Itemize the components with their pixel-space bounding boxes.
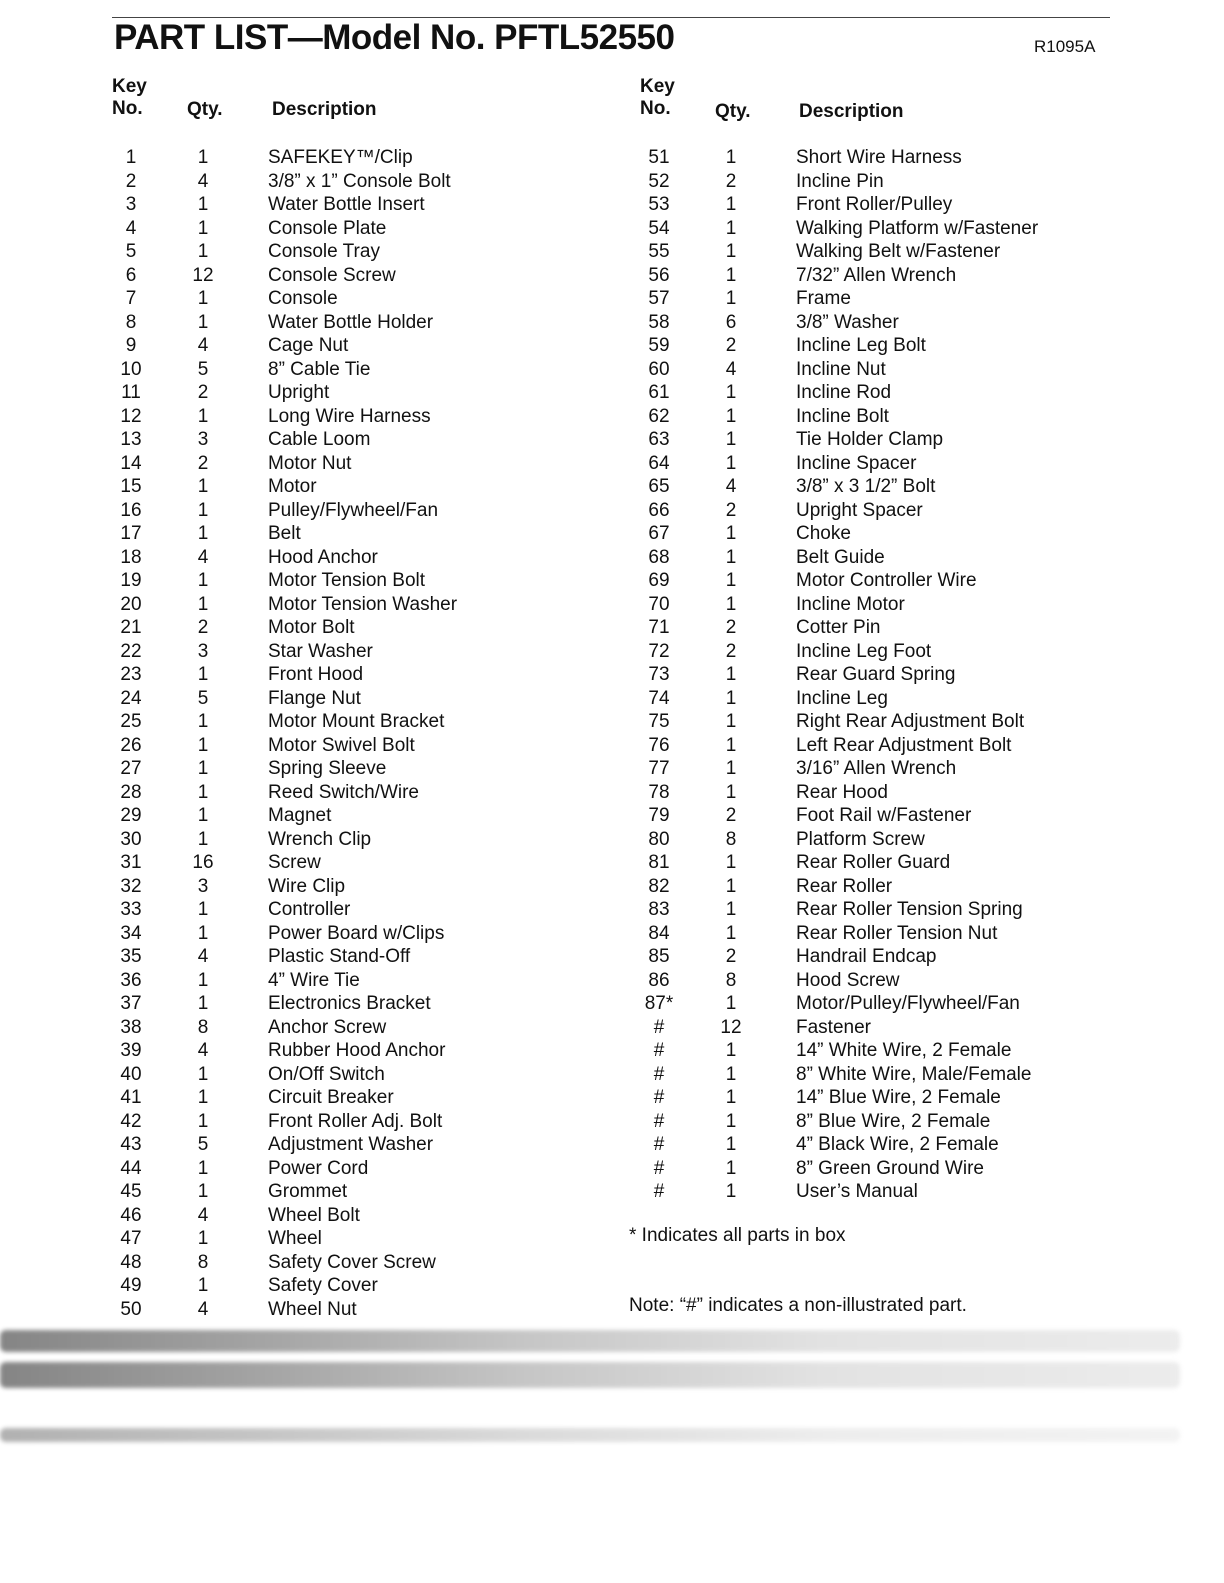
part-key-no: 3	[125, 194, 137, 215]
part-qty: 16	[192, 852, 214, 873]
part-description: Rear Hood	[796, 781, 888, 803]
part-key-no: 55	[648, 241, 670, 262]
part-qty: 1	[197, 1110, 209, 1132]
part-key-no: 16	[120, 499, 142, 521]
part-key-no: 71	[648, 617, 670, 638]
part-qty: 1	[725, 217, 737, 239]
part-description: 8” White Wire, Male/Female	[796, 1063, 1032, 1085]
key-no-header: Key No.	[112, 76, 147, 119]
part-qty: 1	[725, 899, 737, 920]
part-qty: 2	[725, 805, 737, 826]
part-key-no: 37	[120, 993, 142, 1014]
part-key-no: 78	[648, 781, 670, 803]
part-qty: 1	[197, 734, 209, 756]
part-description: 3/8” x 3 1/2” Bolt	[796, 476, 936, 497]
document-code: R1095A	[1034, 37, 1096, 56]
part-description: User’s Manual	[796, 1181, 918, 1202]
part-qty: 1	[725, 1040, 737, 1061]
part-qty: 1	[725, 1157, 737, 1179]
part-qty: 1	[725, 1110, 737, 1132]
part-description: Walking Belt w/Fastener	[796, 241, 1001, 262]
part-description: Belt Guide	[796, 546, 885, 568]
part-description: Choke	[796, 523, 851, 544]
part-key-no: 72	[648, 640, 670, 662]
part-description: Flange Nut	[268, 687, 361, 709]
part-description: Tie Holder Clamp	[796, 429, 944, 450]
description-header: Description	[799, 101, 904, 122]
part-qty: 2	[725, 499, 737, 521]
part-description: Star Washer	[268, 640, 373, 662]
part-key-no: 40	[120, 1063, 142, 1085]
part-qty: 1	[197, 194, 209, 215]
part-description: Hood Screw	[796, 969, 900, 991]
part-qty: 1	[197, 1181, 209, 1202]
part-description: Handrail Endcap	[796, 946, 937, 967]
part-description: Anchor Screw	[268, 1016, 387, 1038]
part-key-no: 57	[648, 288, 670, 309]
part-key-no: 11	[121, 382, 141, 403]
part-qty: 3	[197, 875, 209, 897]
part-key-no: 48	[120, 1251, 142, 1273]
part-description: Walking Platform w/Fastener	[796, 217, 1039, 239]
part-qty: 1	[197, 523, 209, 544]
part-key-no: 50	[120, 1298, 142, 1320]
qty-header: Qty.	[715, 101, 751, 122]
non-illustrated-note: Note: “#” indicates a non-illustrated part.	[629, 1295, 967, 1316]
part-description: Hood Anchor	[268, 546, 378, 568]
part-qty: 1	[725, 546, 737, 568]
part-key-no: 49	[120, 1275, 142, 1296]
part-description: 4” Black Wire, 2 Female	[796, 1134, 999, 1155]
part-key-no: #	[653, 1157, 665, 1179]
part-description: Wheel	[268, 1228, 322, 1249]
part-description: Cable Loom	[268, 429, 371, 450]
part-qty: 3	[197, 640, 209, 662]
part-key-no: 33	[120, 899, 142, 920]
part-key-no: 85	[648, 946, 670, 967]
part-key-no: 12	[120, 405, 142, 427]
part-key-no: 26	[120, 734, 142, 756]
part-key-no: 42	[120, 1110, 142, 1132]
part-description: Console Tray	[268, 241, 380, 262]
page-title: PART LIST—Model No. PFTL52550	[114, 18, 675, 57]
part-qty: 1	[725, 922, 737, 944]
part-qty: 1	[725, 1063, 737, 1085]
part-description: Cotter Pin	[796, 617, 881, 638]
part-description: Wire Clip	[268, 875, 346, 897]
part-qty: 1	[725, 382, 737, 403]
part-qty: 1	[197, 899, 209, 920]
part-description: 7/32” Allen Wrench	[796, 264, 957, 286]
part-qty: 1	[725, 593, 737, 615]
part-key-no: 47	[120, 1228, 142, 1249]
scan-smudge	[0, 1362, 1180, 1388]
part-qty: 1	[197, 241, 209, 262]
part-qty: 1	[197, 828, 209, 850]
part-qty: 12	[720, 1016, 742, 1038]
part-qty: 1	[725, 875, 737, 897]
part-description: Motor Controller Wire	[796, 570, 977, 591]
part-qty: 4	[197, 546, 209, 568]
part-qty: 1	[725, 523, 737, 544]
part-description: Motor Tension Bolt	[268, 570, 426, 591]
part-description: Rubber Hood Anchor	[268, 1040, 446, 1061]
part-qty: 1	[725, 288, 737, 309]
part-qty: 4	[197, 335, 209, 356]
part-key-no: 77	[648, 758, 670, 779]
part-description: Front Hood	[268, 664, 364, 685]
part-key-no: 61	[648, 382, 670, 403]
part-description: Motor Tension Washer	[268, 593, 458, 615]
part-qty: 2	[725, 640, 737, 662]
part-description: Power Board w/Clips	[268, 922, 445, 944]
part-description: Rear Roller	[796, 875, 893, 897]
part-key-no: 5	[125, 241, 137, 262]
part-qty: 4	[197, 1040, 209, 1061]
part-description: Reed Switch/Wire	[268, 781, 419, 803]
part-key-no: 75	[648, 711, 670, 732]
part-key-no: 9	[125, 335, 137, 356]
part-key-no: 2	[125, 170, 137, 192]
part-key-no: 64	[648, 452, 670, 474]
part-qty: 1	[725, 687, 737, 709]
part-qty: 1	[197, 1275, 209, 1296]
part-qty: 1	[197, 711, 209, 732]
part-key-no: 58	[648, 311, 670, 333]
part-key-no: 27	[120, 758, 142, 779]
part-qty: 1	[197, 217, 209, 239]
part-qty: 4	[197, 170, 209, 192]
part-key-no: #	[653, 1087, 665, 1108]
part-description: Foot Rail w/Fastener	[796, 805, 972, 826]
part-qty: 1	[197, 499, 209, 521]
part-qty: 4	[725, 358, 737, 380]
part-key-no: 70	[648, 593, 670, 615]
part-key-no: 13	[120, 429, 142, 450]
part-key-no: 25	[120, 711, 142, 732]
part-qty: 1	[197, 1087, 209, 1108]
part-qty: 6	[725, 311, 737, 333]
part-description: Incline Bolt	[796, 405, 889, 427]
part-qty: 1	[725, 711, 737, 732]
part-description: Short Wire Harness	[796, 147, 962, 168]
part-qty: 1	[197, 288, 209, 309]
part-qty: 1	[725, 758, 737, 779]
part-key-no: #	[653, 1134, 665, 1155]
part-description: Belt	[268, 523, 301, 544]
part-description: Wrench Clip	[268, 828, 372, 850]
part-description: 8” Green Ground Wire	[796, 1157, 984, 1179]
part-qty: 1	[197, 993, 209, 1014]
part-key-no: 59	[648, 335, 670, 356]
part-description: Spring Sleeve	[268, 758, 387, 779]
part-description: Safety Cover	[268, 1275, 378, 1296]
part-key-no: 1	[125, 147, 137, 168]
part-description: Upright	[268, 382, 330, 403]
part-description: Circuit Breaker	[268, 1087, 394, 1108]
part-qty: 1	[725, 993, 737, 1014]
part-qty: 1	[725, 405, 737, 427]
part-description: Water Bottle Insert	[268, 194, 425, 215]
part-description: Incline Nut	[796, 358, 886, 380]
part-description: Adjustment Washer	[268, 1134, 434, 1155]
part-description: 4” Wire Tie	[268, 969, 360, 991]
part-description: Magnet	[268, 805, 332, 826]
part-qty: 1	[725, 852, 737, 873]
part-key-no: 69	[648, 570, 670, 591]
part-qty: 2	[197, 617, 209, 638]
part-description: Incline Leg Foot	[796, 640, 932, 662]
part-key-no: 54	[648, 217, 670, 239]
part-description: Rear Guard Spring	[796, 664, 956, 685]
part-qty: 8	[725, 828, 737, 850]
part-key-no: 73	[648, 664, 670, 685]
part-description: Front Roller/Pulley	[796, 194, 953, 215]
part-key-no: 56	[648, 264, 670, 286]
part-qty: 1	[197, 664, 209, 685]
part-description: Motor Nut	[268, 452, 352, 474]
part-description: Pulley/Flywheel/Fan	[268, 499, 439, 521]
part-description: Frame	[796, 288, 851, 309]
part-qty: 1	[197, 805, 209, 826]
part-description: Incline Rod	[796, 382, 892, 403]
part-description: Rear Roller Guard	[796, 852, 951, 873]
part-description: Console Screw	[268, 264, 396, 286]
part-key-no: 43	[120, 1134, 142, 1155]
part-description: Incline Pin	[796, 170, 884, 192]
part-qty: 1	[725, 781, 737, 803]
part-description: On/Off Switch	[268, 1063, 385, 1085]
part-description: Right Rear Adjustment Bolt	[796, 711, 1025, 732]
part-description: Motor Bolt	[268, 617, 355, 638]
part-qty: 1	[725, 1087, 737, 1108]
part-key-no: 66	[648, 499, 670, 521]
scan-smudge	[0, 1330, 1180, 1352]
part-description: Fastener	[796, 1016, 871, 1038]
part-key-no: 31	[120, 852, 142, 873]
part-description: Incline Leg	[796, 687, 888, 709]
part-key-no: 6	[125, 264, 137, 286]
part-description: 14” White Wire, 2 Female	[796, 1040, 1012, 1061]
part-description: 3/8” Washer	[796, 311, 899, 333]
part-description: Front Roller Adj. Bolt	[268, 1110, 443, 1132]
part-key-no: 52	[648, 170, 670, 192]
part-description: Incline Leg Bolt	[796, 335, 926, 356]
part-key-no: #	[653, 1110, 665, 1132]
part-key-no: 35	[120, 946, 142, 967]
part-key-no: 63	[648, 429, 670, 450]
part-key-no: 38	[120, 1016, 142, 1038]
part-description: Screw	[268, 852, 321, 873]
part-qty: 8	[197, 1016, 209, 1038]
part-qty: 1	[725, 264, 737, 286]
part-description: Wheel Bolt	[268, 1204, 360, 1226]
part-key-no: 65	[648, 476, 670, 497]
part-qty: 4	[725, 476, 737, 497]
part-qty: 4	[197, 1298, 209, 1320]
part-key-no: 22	[120, 640, 142, 662]
part-key-no: #	[653, 1181, 665, 1202]
part-key-no: #	[653, 1040, 665, 1061]
part-qty: 5	[197, 1134, 209, 1155]
part-qty: 1	[197, 758, 209, 779]
part-qty: 2	[725, 617, 737, 638]
part-key-no: 10	[120, 358, 142, 380]
part-key-no: 7	[125, 288, 137, 309]
part-key-no: 67	[648, 523, 670, 544]
part-description: Motor Swivel Bolt	[268, 734, 415, 756]
part-description: Water Bottle Holder	[268, 311, 434, 333]
part-qty: 1	[197, 1063, 209, 1085]
part-key-no: 32	[120, 875, 142, 897]
part-qty: 1	[197, 570, 209, 591]
part-description: 8” Cable Tie	[268, 358, 371, 380]
part-qty: 1	[197, 593, 209, 615]
part-key-no: 81	[648, 852, 670, 873]
part-key-no: 29	[120, 805, 142, 826]
part-qty: 1	[197, 147, 209, 168]
part-key-no: 68	[648, 546, 670, 568]
part-qty: 1	[725, 1181, 737, 1202]
part-key-no: 21	[120, 617, 142, 638]
key-no-header: Key No.	[640, 76, 675, 119]
part-qty: 3	[197, 429, 209, 450]
part-key-no: 44	[120, 1157, 142, 1179]
part-qty: 1	[197, 476, 209, 497]
part-key-no: 79	[648, 805, 670, 826]
part-key-no: 60	[648, 358, 670, 380]
part-description: Rear Roller Tension Nut	[796, 922, 998, 944]
part-qty: 1	[197, 1228, 209, 1249]
part-qty: 1	[197, 922, 209, 944]
part-key-no: 41	[120, 1087, 142, 1108]
part-qty: 2	[725, 335, 737, 356]
part-key-no: #	[653, 1063, 665, 1085]
part-description: Left Rear Adjustment Bolt	[796, 734, 1012, 756]
part-qty: 1	[197, 1157, 209, 1179]
part-description: Plastic Stand-Off	[268, 946, 411, 967]
part-key-no: 87*	[644, 993, 674, 1014]
part-description: SAFEKEY™/Clip	[268, 147, 413, 168]
part-key-no: 15	[120, 476, 142, 497]
part-description: Console Plate	[268, 217, 387, 239]
part-qty: 4	[197, 946, 209, 967]
part-description: Cage Nut	[268, 335, 349, 356]
part-key-no: 84	[648, 922, 670, 944]
part-key-no: 80	[648, 828, 670, 850]
part-key-no: 39	[120, 1040, 142, 1061]
part-description: 14” Blue Wire, 2 Female	[796, 1087, 1001, 1108]
part-qty: 5	[197, 358, 209, 380]
part-description: Console	[268, 288, 338, 309]
part-key-no: 53	[648, 194, 670, 215]
qty-header: Qty.	[187, 99, 223, 120]
part-key-no: 30	[120, 828, 142, 850]
part-qty: 1	[725, 570, 737, 591]
part-key-no: 46	[120, 1204, 142, 1226]
part-key-no: 76	[648, 734, 670, 756]
part-qty: 2	[197, 382, 209, 403]
part-key-no: 83	[648, 899, 670, 920]
part-qty: 8	[725, 969, 737, 991]
part-qty: 1	[725, 1134, 737, 1155]
part-description: Motor Mount Bracket	[268, 711, 445, 732]
part-key-no: 8	[125, 311, 137, 333]
in-box-note: * Indicates all parts in box	[629, 1225, 846, 1246]
description-header: Description	[272, 99, 377, 120]
part-qty: 2	[725, 170, 737, 192]
part-description: 3/8” x 1” Console Bolt	[268, 170, 451, 192]
part-key-no: 82	[648, 875, 670, 897]
scan-smudge	[0, 1428, 1180, 1442]
part-key-no: 23	[120, 664, 142, 685]
part-qty: 1	[725, 664, 737, 685]
part-description: Platform Screw	[796, 828, 925, 850]
part-qty: 1	[725, 147, 737, 168]
part-description: Motor	[268, 476, 317, 497]
part-description: Safety Cover Screw	[268, 1251, 436, 1273]
part-key-no: 36	[120, 969, 142, 991]
part-qty: 1	[725, 194, 737, 215]
part-qty: 1	[197, 405, 209, 427]
part-description: Wheel Nut	[268, 1298, 357, 1320]
part-qty: 1	[725, 429, 737, 450]
part-qty: 8	[197, 1251, 209, 1273]
part-key-no: 62	[648, 405, 670, 427]
part-key-no: 4	[125, 217, 137, 239]
part-description: Controller	[268, 899, 351, 920]
part-qty: 1	[725, 734, 737, 756]
part-description: Incline Motor	[796, 593, 905, 615]
part-key-no: #	[653, 1016, 665, 1038]
part-description: Power Cord	[268, 1157, 369, 1179]
part-description: Long Wire Harness	[268, 405, 431, 427]
part-qty: 2	[197, 452, 209, 474]
part-key-no: 45	[120, 1181, 142, 1202]
part-qty: 4	[197, 1204, 209, 1226]
part-qty: 12	[192, 264, 214, 286]
part-key-no: 86	[648, 969, 670, 991]
part-description: Upright Spacer	[796, 499, 923, 521]
part-description: 3/16” Allen Wrench	[796, 758, 957, 779]
part-description: Incline Spacer	[796, 452, 917, 474]
part-key-no: 20	[120, 593, 142, 615]
part-qty: 5	[197, 687, 209, 709]
part-qty: 1	[725, 241, 737, 262]
part-qty: 2	[725, 946, 737, 967]
part-key-no: 51	[648, 147, 670, 168]
part-qty: 1	[725, 452, 737, 474]
part-qty: 1	[197, 969, 209, 991]
part-key-no: 34	[120, 922, 142, 944]
part-description: Grommet	[268, 1181, 348, 1202]
part-key-no: 24	[120, 687, 142, 709]
part-key-no: 19	[120, 570, 142, 591]
part-qty: 1	[197, 311, 209, 333]
part-description: 8” Blue Wire, 2 Female	[796, 1110, 991, 1132]
part-key-no: 28	[120, 781, 142, 803]
part-description: Rear Roller Tension Spring	[796, 899, 1023, 920]
part-description: Motor/Pulley/Flywheel/Fan	[796, 993, 1020, 1014]
part-key-no: 17	[120, 523, 142, 544]
part-description: Electronics Bracket	[268, 993, 431, 1014]
part-qty: 1	[197, 781, 209, 803]
part-key-no: 18	[120, 546, 142, 568]
part-key-no: 14	[120, 452, 142, 474]
part-key-no: 74	[648, 687, 670, 709]
